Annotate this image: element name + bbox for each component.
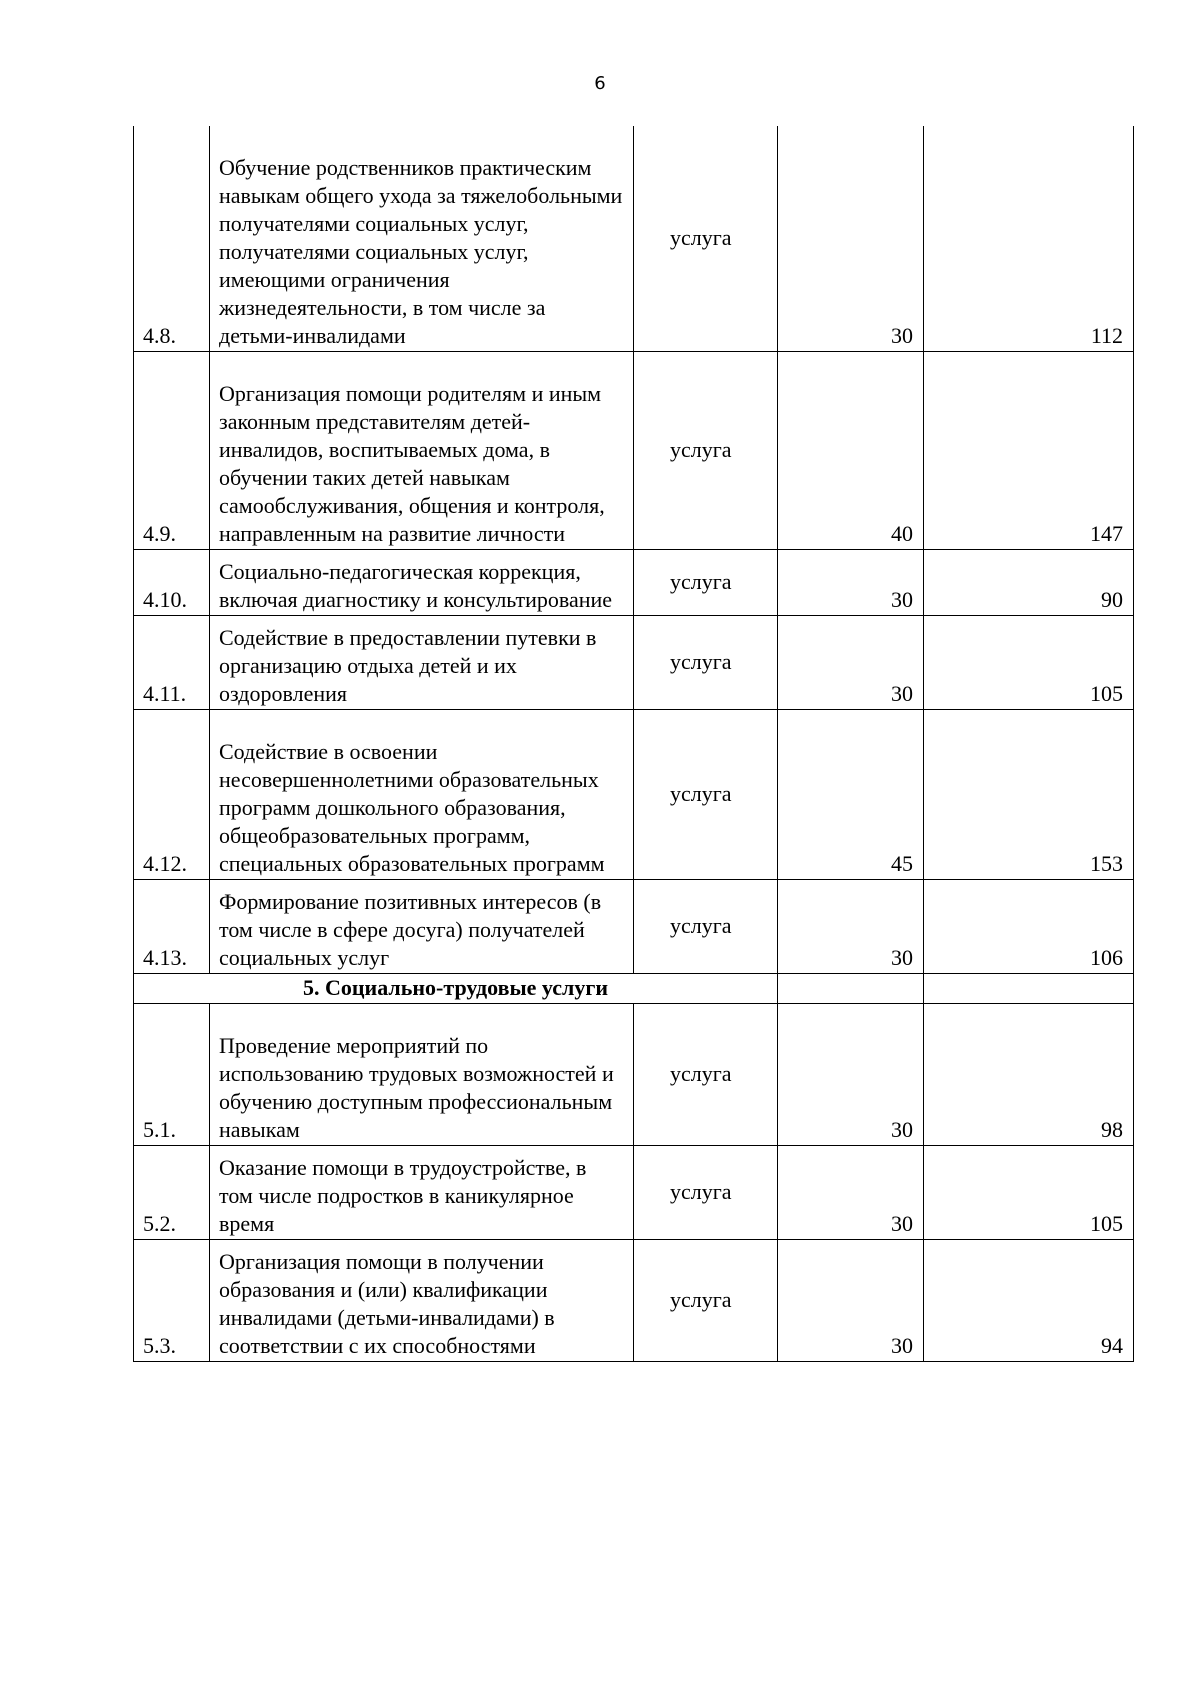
empty-cell bbox=[778, 974, 924, 1004]
table-row bbox=[134, 1146, 1134, 1240]
table-row bbox=[134, 616, 1134, 710]
table-row bbox=[134, 1004, 1134, 1146]
service-time: 30 bbox=[778, 1004, 924, 1146]
row-number: 4.11. bbox=[134, 616, 210, 710]
service-unit: услуга bbox=[634, 1240, 778, 1362]
row-number: 5.3. bbox=[134, 1240, 210, 1362]
row-number: 5.1. bbox=[134, 1004, 210, 1146]
service-unit: услуга bbox=[634, 710, 778, 880]
service-price: 105 bbox=[924, 1146, 1134, 1240]
service-name: Содействие в освоении несовершеннолетними образовательных программ дошкольного образования, общеобразовательных программ, специальных образовательных программ bbox=[210, 710, 634, 880]
service-time: 30 bbox=[778, 550, 924, 616]
service-price: 90 bbox=[924, 550, 1134, 616]
service-name: Проведение мероприятий по использованию трудовых возможностей и обучению доступным профессиональным навыкам bbox=[210, 1004, 634, 1146]
service-unit: услуга bbox=[634, 352, 778, 550]
service-time: 40 bbox=[778, 352, 924, 550]
service-price: 153 bbox=[924, 710, 1134, 880]
row-number: 4.9. bbox=[134, 352, 210, 550]
table-row bbox=[134, 710, 1134, 880]
service-price: 98 bbox=[924, 1004, 1134, 1146]
service-time: 30 bbox=[778, 1146, 924, 1240]
service-name: Организация помощи в получении образования и (или) квалификации инвалидами (детьми-инвалидами) в соответствии с их способностями bbox=[210, 1240, 634, 1362]
service-name: Формирование позитивных интересов (в том числе в сфере досуга) получателей социальных услуг bbox=[210, 880, 634, 974]
row-number: 4.10. bbox=[134, 550, 210, 616]
table-row bbox=[134, 880, 1134, 974]
service-price: 94 bbox=[924, 1240, 1134, 1362]
services-table bbox=[133, 126, 1134, 1362]
table-row bbox=[134, 352, 1134, 550]
page-number: 6 bbox=[594, 73, 606, 94]
table-row bbox=[134, 1240, 1134, 1362]
service-name: Обучение родственников практическим навыкам общего ухода за тяжелобольными получателями социальных услуг, получателями социальных услуг, имеющими ограничения жизнедеятельности, в том числе за детьми-инвалидами bbox=[210, 126, 634, 352]
section-title: 5. Социально-трудовые услуги bbox=[134, 974, 778, 1004]
service-price: 112 bbox=[924, 126, 1134, 352]
service-unit: услуга bbox=[634, 880, 778, 974]
row-number: 4.12. bbox=[134, 710, 210, 880]
service-name: Социально-педагогическая коррекция, включая диагностику и консультирование bbox=[210, 550, 634, 616]
table-row bbox=[134, 126, 1134, 352]
service-time: 30 bbox=[778, 880, 924, 974]
service-name: Оказание помощи в трудоустройстве, в том числе подростков в каникулярное время bbox=[210, 1146, 634, 1240]
service-time: 30 bbox=[778, 1240, 924, 1362]
service-name: Организация помощи родителям и иным законным представителям детей-инвалидов, воспитываемых дома, в обучении таких детей навыкам самообслуживания, общения и контроля, направленным на развитие личности bbox=[210, 352, 634, 550]
section-header-row bbox=[134, 974, 1134, 1004]
empty-cell bbox=[924, 974, 1134, 1004]
service-unit: услуга bbox=[634, 126, 778, 352]
table-row bbox=[134, 550, 1134, 616]
row-number: 4.13. bbox=[134, 880, 210, 974]
service-price: 147 bbox=[924, 352, 1134, 550]
service-name: Содействие в предоставлении путевки в организацию отдыха детей и их оздоровления bbox=[210, 616, 634, 710]
service-time: 30 bbox=[778, 126, 924, 352]
service-unit: услуга bbox=[634, 1004, 778, 1146]
service-unit: услуга bbox=[634, 550, 778, 616]
service-time: 45 bbox=[778, 710, 924, 880]
service-price: 106 bbox=[924, 880, 1134, 974]
row-number: 5.2. bbox=[134, 1146, 210, 1240]
service-price: 105 bbox=[924, 616, 1134, 710]
service-time: 30 bbox=[778, 616, 924, 710]
service-unit: услуга bbox=[634, 616, 778, 710]
row-number: 4.8. bbox=[134, 126, 210, 352]
service-unit: услуга bbox=[634, 1146, 778, 1240]
